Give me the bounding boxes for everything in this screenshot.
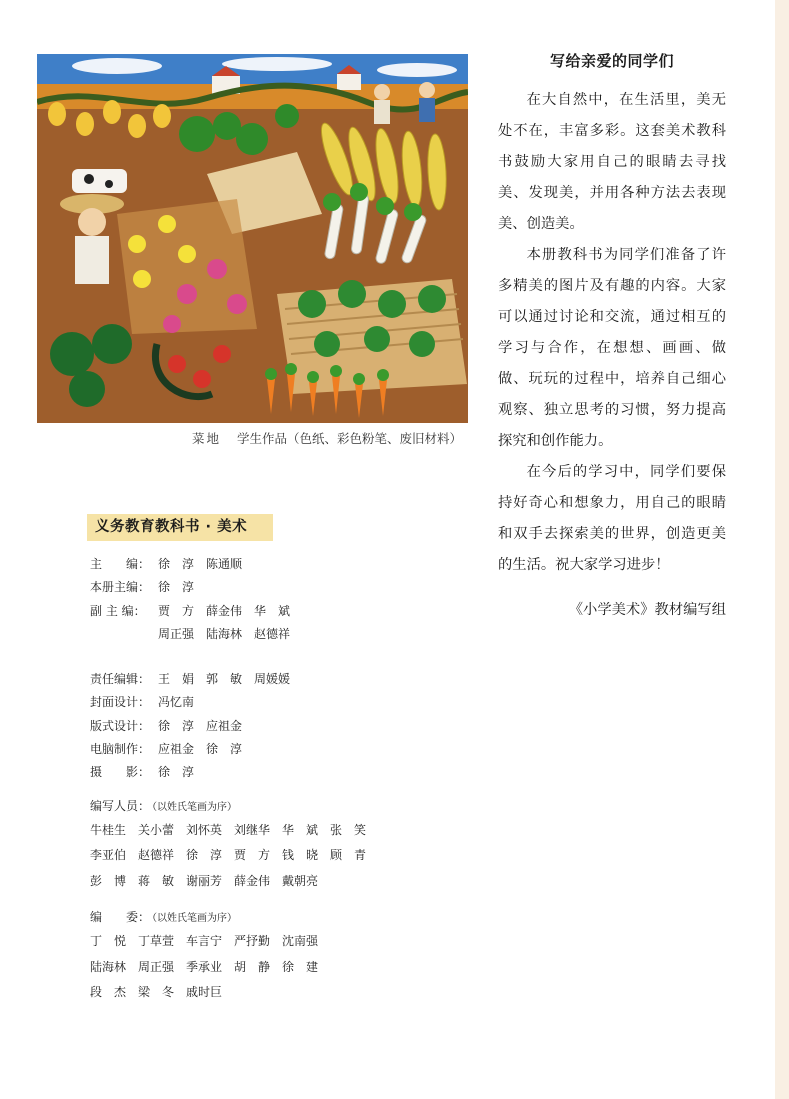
credits-block [90, 553, 366, 1006]
series-title: 义务教育教科书 · 美术 [87, 514, 273, 541]
credit-label: 封面设计： [90, 695, 151, 710]
credit-label: 版式设计： [90, 718, 151, 733]
credit-value: 徐 淳 应祖金 [158, 718, 243, 733]
credit-row [90, 691, 366, 714]
committee-row: 陆海林 周正强 季承业 胡 静 徐 建 [90, 959, 319, 974]
committee-row: 丁 悦 丁草萱 车言宁 严抒勤 沈南强 [90, 934, 319, 949]
writers-label [90, 797, 366, 814]
credit-value: 应祖金 徐 淳 [158, 742, 243, 757]
credit-row [90, 738, 366, 761]
vegetable-field-artwork [37, 54, 468, 423]
credit-value: 贾 方 薛金伟 华 斌 [158, 603, 291, 618]
credit-value: 王 娟 郭 敏 周媛媛 [158, 672, 291, 687]
credit-label: 主 编： [90, 557, 151, 571]
credit-value: 周正强 陆海林 赵德祥 [158, 626, 291, 641]
credit-row [90, 623, 366, 646]
writers-row: 李亚伯 赵德祥 徐 淳 贾 方 钱 晓 顾 青 [90, 848, 367, 863]
credit-label: 本册主编： [90, 580, 151, 595]
writers-list [90, 818, 366, 895]
credit-label: 摄 影： [90, 765, 151, 780]
committee-row: 段 杰 梁 冬 戚时巨 [90, 985, 223, 1000]
caption-description: 学生作品（色纸、彩色粉笔、废旧材料） [237, 431, 463, 446]
credit-value: 徐 淳 [158, 765, 195, 780]
credit-row [90, 761, 366, 784]
credit-value: 徐 淳 陈通顺 [158, 557, 243, 571]
letter-paragraph: 在今后的学习中，同学们要保持好奇心和想象力，用自己的眼睛和双手去探索美的世界，创造更美的生活。祝大家学习进步！ [498, 464, 726, 573]
credit-label: 电脑制作： [90, 742, 151, 757]
letter-paragraph: 本册教科书为同学们准备了许多精美的图片及有趣的内容。大家可以通过讨论和交流，通过相互的学习与合作，在想想、画画、做做、玩玩的过程中，培养自己细心观察、独立思考的习惯，努力提高探究和创作能力。 [498, 247, 726, 449]
page-edge-strip [775, 0, 789, 1099]
letter-to-students [498, 50, 726, 626]
committee-note: （以姓氏笔画为序） [152, 913, 238, 925]
credit-row [90, 600, 366, 623]
writers-row: 彭 博 蒋 敏 谢丽芳 薛金伟 戴朝亮 [90, 873, 319, 888]
credit-row [90, 715, 366, 738]
letter-signature: 《小学美术》教材编写组 [568, 602, 726, 618]
letter-paragraph: 在大自然中，在生活里，美无处不在，丰富多彩。这套美术教科书鼓励大家用自己的眼睛去寻找美、发现美，并用各种方法去表现美、创造美。 [498, 92, 726, 232]
writers-note: （以姓氏笔画为序） [152, 801, 238, 813]
credit-row [90, 668, 366, 691]
writers-row: 牛桂生 关小蕾 刘怀英 刘继华 华 斌 张 笑 [90, 822, 367, 837]
committee-list [90, 929, 366, 1006]
letter-title: 写给亲爱的同学们 [549, 52, 674, 70]
credit-row [90, 576, 366, 599]
committee-label [90, 908, 366, 925]
credit-value: 冯忆南 [158, 695, 195, 710]
artwork-caption [192, 429, 462, 447]
credit-label: 副 主 编： [90, 603, 146, 618]
credit-row [90, 553, 366, 576]
writers-label-text: 编写人员： [90, 798, 151, 813]
credit-value: 徐 淳 [158, 580, 195, 595]
caption-title: 菜地 [192, 431, 222, 446]
committee-label-text: 编 委： [90, 910, 151, 925]
credit-label: 责任编辑： [90, 672, 151, 687]
